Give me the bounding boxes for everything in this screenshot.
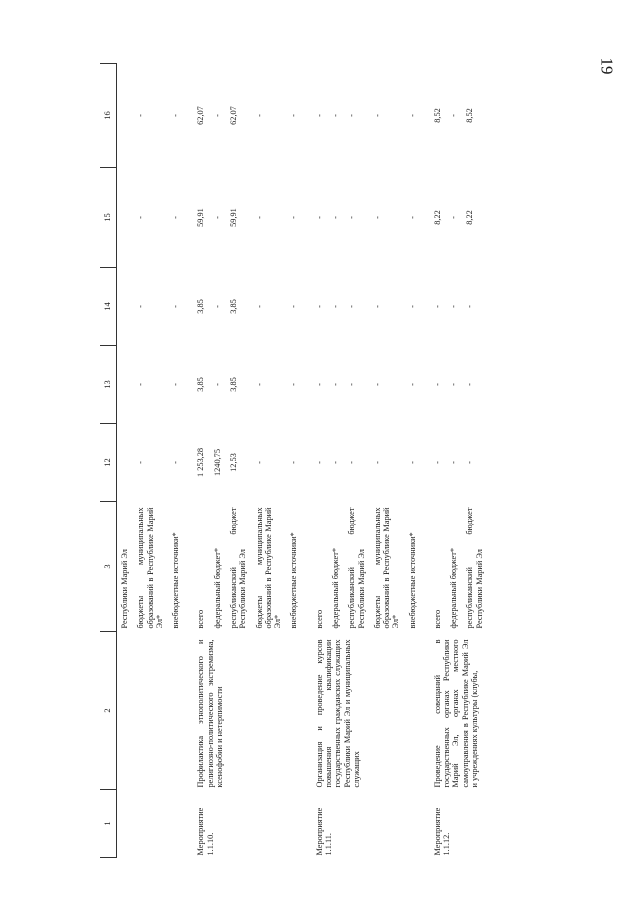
funding-source: внебюджетные источники*: [407, 532, 417, 629]
column-header: 1: [100, 790, 117, 858]
value-cell: 8,52: [432, 108, 442, 123]
value-cell: -: [254, 461, 264, 464]
value-cell: -: [347, 114, 357, 117]
value-cell: -: [449, 383, 459, 386]
table-row: [168, 64, 192, 858]
event-number: Мероприятие 1.1.12.: [432, 807, 452, 856]
value-cell: -: [289, 216, 299, 219]
table-row: [117, 64, 134, 858]
value-cell: [117, 424, 134, 502]
table-row: [429, 64, 446, 858]
value-cell: -: [212, 216, 222, 219]
value-cell: -: [407, 461, 417, 464]
value-cell: -: [289, 114, 299, 117]
event-description: [117, 632, 134, 790]
value-cell: [117, 64, 134, 168]
event-description: Проведение совещаний в государственных органах Республики Марий Эл, органах местного самоуправления в Республике Марий Эл и учреждениях культуры (клубы,: [432, 639, 480, 788]
value-cell: 3,85: [228, 299, 238, 314]
budget-table: [100, 63, 488, 858]
value-cell: -: [449, 461, 459, 464]
value-cell: -: [136, 114, 146, 117]
value-cell: -: [136, 305, 146, 308]
funding-source: федеральный бюджет*: [449, 547, 459, 629]
value-cell: [117, 268, 134, 346]
funding-source: всего: [432, 609, 442, 629]
column-header: 16: [100, 64, 117, 168]
column-header: 3: [100, 502, 117, 632]
funding-source: республиканский бюджет Республики Марий Эл: [465, 507, 484, 629]
value-cell: -: [347, 383, 357, 386]
value-cell: [117, 168, 134, 268]
funding-source: республиканский бюджет Республики Марий Эл: [347, 507, 366, 629]
value-cell: -: [212, 114, 222, 117]
value-cell: -: [407, 114, 417, 117]
event-number: [168, 790, 192, 858]
value-cell: -: [372, 114, 382, 117]
value-cell: -: [254, 305, 264, 308]
value-cell: -: [449, 305, 459, 308]
value-cell: -: [314, 216, 324, 219]
funding-source: федеральный бюджет*: [330, 547, 340, 629]
rotated-page-content: [100, 64, 562, 858]
value-cell: 3,85: [196, 377, 206, 392]
value-cell: 59,91: [196, 208, 206, 227]
value-cell: -: [171, 114, 181, 117]
value-cell: -: [465, 383, 475, 386]
value-cell: -: [372, 216, 382, 219]
funding-source: бюджеты муниципальных образований в Республике Марий Эл*: [372, 507, 401, 629]
value-cell: -: [407, 216, 417, 219]
table-header-row: [100, 64, 117, 858]
value-cell: 3,85: [228, 377, 238, 392]
column-header: 2: [100, 632, 117, 790]
value-cell: -: [347, 305, 357, 308]
funding-source: всего: [196, 609, 206, 629]
value-cell: -: [212, 305, 222, 308]
value-cell: -: [136, 216, 146, 219]
value-cell: -: [465, 305, 475, 308]
value-cell: -: [372, 461, 382, 464]
value-cell: -: [254, 216, 264, 219]
value-cell: 8,22: [432, 210, 442, 225]
table-row: [133, 64, 168, 858]
value-cell: [117, 346, 134, 424]
value-cell: -: [347, 461, 357, 464]
value-cell: -: [432, 305, 442, 308]
value-cell: 3,85: [196, 299, 206, 314]
value-cell: -: [330, 216, 340, 219]
funding-source: бюджеты муниципальных образований в Республике Марий Эл*: [254, 507, 283, 629]
value-cell: -: [432, 383, 442, 386]
funding-source: бюджеты муниципальных образований в Республике Марий Эл*: [136, 507, 164, 629]
funding-source: внебюджетные источники*: [289, 532, 299, 629]
value-cell: -: [171, 305, 181, 308]
value-cell: -: [407, 383, 417, 386]
value-cell: -: [289, 305, 299, 308]
value-cell: -: [254, 114, 264, 117]
value-cell: -: [171, 216, 181, 219]
value-cell: -: [314, 461, 324, 464]
column-header: 13: [100, 346, 117, 424]
column-header: 14: [100, 268, 117, 346]
value-cell: -: [171, 383, 181, 386]
value-cell: -: [432, 461, 442, 464]
value-cell: 8,52: [465, 108, 475, 123]
value-cell: -: [212, 383, 222, 386]
event-description: [168, 632, 192, 790]
value-cell: -: [314, 383, 324, 386]
funding-source: республиканский бюджет Республики Марий Эл: [228, 507, 248, 629]
value-cell: -: [330, 383, 340, 386]
page-number: 19: [597, 57, 617, 75]
event-description: Профилактика этнополитического и религиозно-политического экстремизма, ксенофобии и нетерпимости: [196, 639, 224, 788]
funding-source: внебюджетные источники*: [171, 532, 181, 629]
value-cell: -: [330, 114, 340, 117]
value-cell: -: [330, 461, 340, 464]
value-cell: 59,91: [228, 208, 238, 227]
value-cell: -: [289, 383, 299, 386]
event-number: [117, 790, 134, 858]
value-cell: 8,22: [465, 210, 475, 225]
value-cell: -: [449, 216, 459, 219]
value-cell: -: [314, 305, 324, 308]
value-cell: -: [465, 461, 475, 464]
value-cell: 1240,75: [212, 449, 222, 476]
value-cell: 62,07: [196, 106, 206, 125]
value-cell: -: [347, 216, 357, 219]
value-cell: 1 253,28: [196, 447, 206, 478]
value-cell: -: [314, 114, 324, 117]
value-cell: -: [136, 461, 146, 464]
value-cell: 62,07: [228, 106, 238, 125]
value-cell: -: [136, 383, 146, 386]
funding-source: Республики Марий Эл: [120, 549, 129, 629]
value-cell: -: [372, 305, 382, 308]
event-description: [133, 632, 168, 790]
funding-source: федеральный бюджет*: [212, 547, 222, 629]
column-header: 15: [100, 168, 117, 268]
value-cell: -: [289, 461, 299, 464]
event-number: Мероприятие 1.1.11.: [314, 807, 333, 856]
funding-source: всего: [314, 609, 324, 629]
value-cell: -: [449, 114, 459, 117]
event-number: Мероприятие 1.1.10.: [196, 807, 215, 856]
event-number: [133, 790, 168, 858]
column-header: 12: [100, 424, 117, 502]
value-cell: -: [330, 305, 340, 308]
value-cell: 12,53: [228, 453, 238, 472]
value-cell: -: [171, 461, 181, 464]
table-row: [192, 64, 209, 858]
value-cell: -: [254, 383, 264, 386]
value-cell: -: [372, 383, 382, 386]
table-row: [311, 64, 328, 858]
event-description: Организация и проведение курсов повышения квалификации государственных гражданских служащих Республики Марий Эл и муниципальных служащих: [314, 639, 361, 788]
value-cell: -: [407, 305, 417, 308]
